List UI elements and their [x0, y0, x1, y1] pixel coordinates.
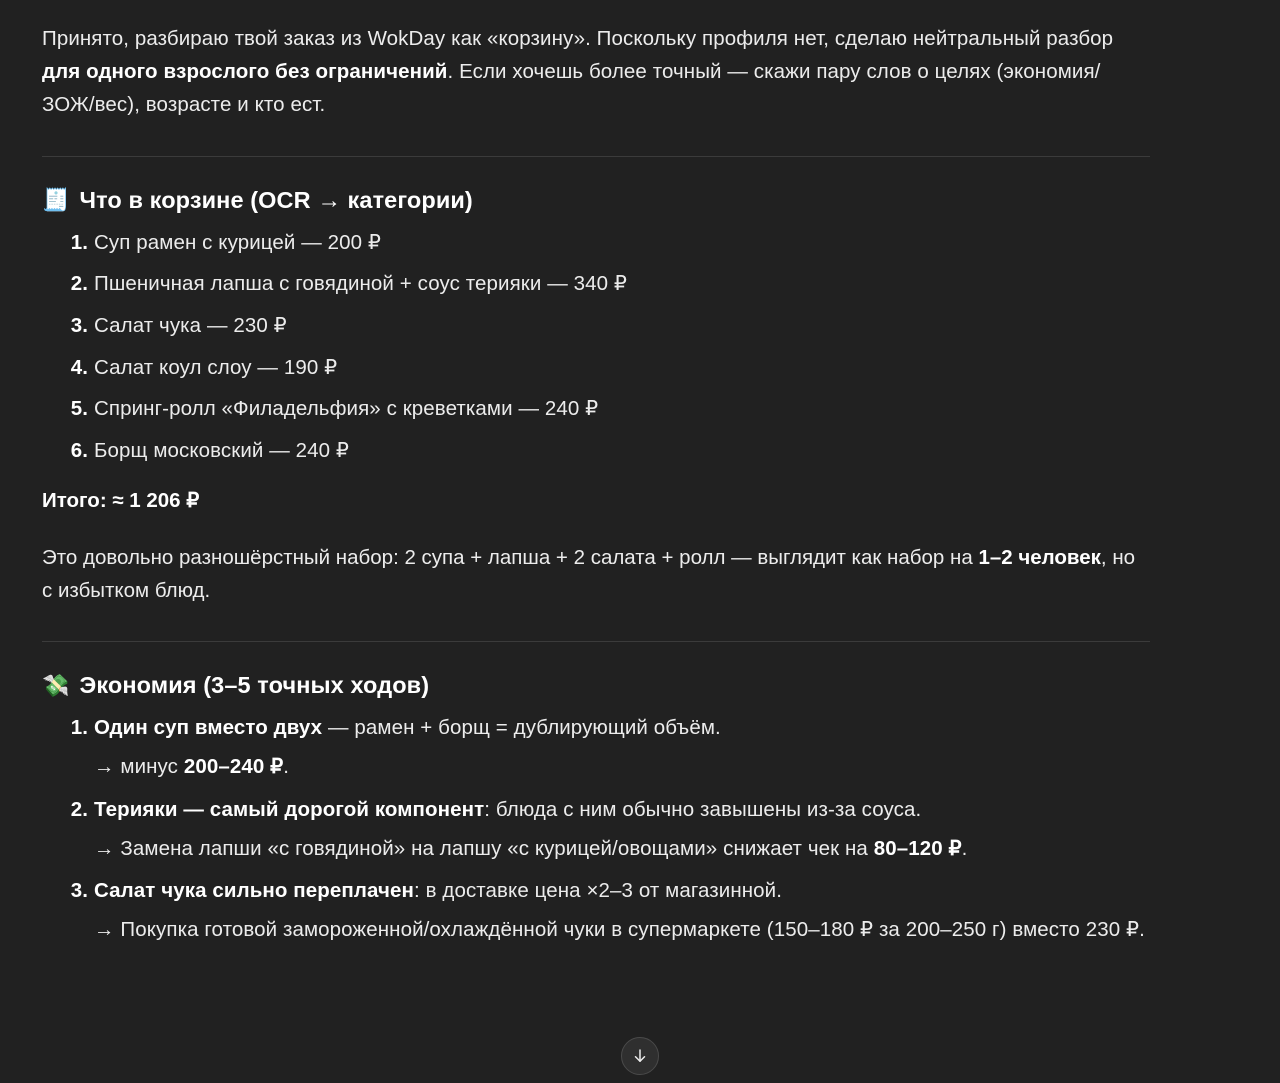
scroll-to-bottom-button[interactable]: [621, 1037, 659, 1075]
savings-item-list: [42, 713, 1150, 945]
savings-item-bold: Один суп вместо двух: [94, 716, 323, 740]
list-item: Суп рамен с курицей — 200 ₽: [94, 230, 382, 254]
divider-2: [42, 641, 1150, 642]
intro-text-2: . Если хочешь более точный — скажи пару слов о целях (экономия/ЗОЖ/вес), возрасте и кто ест.: [42, 60, 1101, 117]
list-item: Спринг-ролл «Филадельфия» с креветками — 240 ₽: [94, 397, 599, 421]
basket-heading-text: Что в корзине (OCR → категории): [79, 186, 473, 213]
savings-sub-pre: → Покупка готовой замороженной/охлаждённой чуки в супермаркете (150–180 ₽ за 200–250 г) вместо 230 ₽.: [94, 917, 1145, 941]
savings-sub-pre: → минус: [94, 755, 184, 779]
list-item: Салат коул слоу — 190 ₽: [94, 355, 338, 379]
savings-sub-bold: 80–120 ₽: [873, 836, 962, 860]
savings-item-rest: — рамен + борщ = дублирующий объём.: [322, 716, 721, 740]
list-item: Борщ московский — 240 ₽: [94, 439, 350, 463]
list-item: [94, 876, 1150, 945]
savings-sub-post: .: [283, 755, 290, 779]
basket-note-text-1: Это довольно разношёрстный набор: 2 супа + лапша + 2 салата + ролл — выглядит как набор на: [42, 545, 979, 569]
intro-bold-1: для одного взрослого без ограничений: [42, 60, 448, 84]
savings-item-sub: [94, 752, 1150, 783]
savings-sub-bold: 200–240 ₽: [183, 755, 284, 779]
divider-1: [42, 156, 1150, 157]
basket-total: Итого: ≈ 1 206 ₽: [42, 488, 200, 512]
basket-note-bold: 1–2 человек: [978, 545, 1101, 569]
savings-item-bold: Салат чука сильно переплачен: [94, 879, 414, 903]
savings-item-sub: [94, 834, 1150, 865]
savings-section-heading: [42, 672, 1150, 699]
list-item: Салат чука — 230 ₽: [94, 314, 287, 338]
receipt-icon: 🧾: [42, 187, 70, 213]
list-item: [94, 713, 1150, 782]
basket-note: [42, 541, 1150, 607]
money-wings-icon: 💸: [42, 672, 70, 698]
intro-paragraph: [42, 22, 1150, 122]
savings-item-rest: : в доставке цена ×2–3 от магазинной.: [414, 879, 783, 903]
list-item: [94, 795, 1150, 864]
savings-heading-text: Экономия (3–5 точных ходов): [79, 672, 430, 699]
basket-item-list: [42, 228, 1150, 466]
savings-item-sub: [94, 915, 1150, 946]
basket-note-text-2: , но с избытком блюд.: [42, 545, 1136, 603]
savings-sub-pre: → Замена лапши «с говядиной» на лапшу «с курицей/овощами» снижает чек на: [94, 836, 874, 860]
list-item: Пшеничная лапша с говядиной + соус терияки — 340 ₽: [94, 272, 628, 296]
savings-sub-post: .: [961, 836, 968, 860]
savings-item-rest: : блюда с ним обычно завышены из-за соуса.: [484, 797, 922, 821]
intro-text-1: Принято, разбираю твой заказ из WokDay как «корзину». Поскольку профиля нет, сделаю нейтральный разбор: [42, 27, 1114, 50]
basket-section-heading: [42, 187, 1150, 214]
arrow-down-icon: [631, 1047, 649, 1065]
savings-item-bold: Терияки — самый дорогой компонент: [94, 797, 485, 821]
